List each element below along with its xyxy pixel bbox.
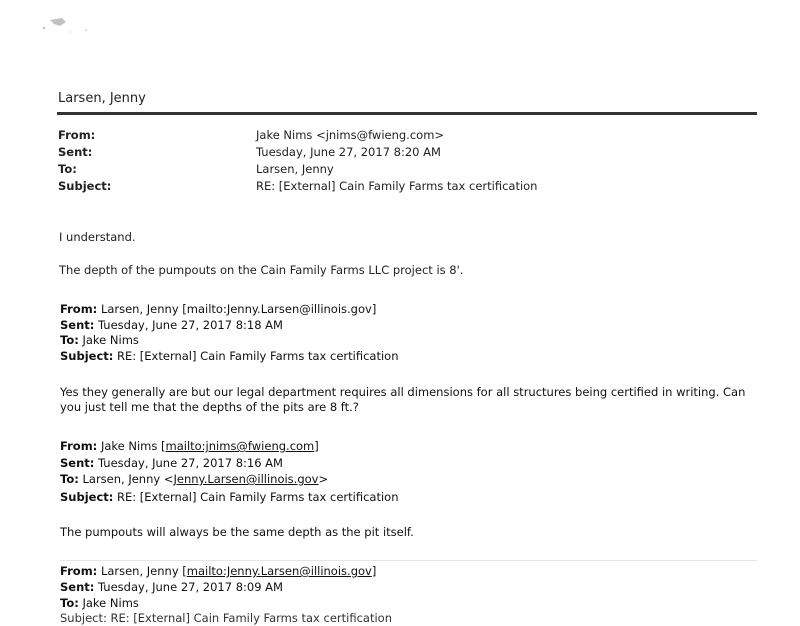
header-from-label: From: <box>58 128 96 142</box>
header-from-value: Jake Nims <jnims@fwieng.com> <box>256 128 445 142</box>
quote2-from-row <box>60 439 319 454</box>
quote2-to-name: Larsen, Jenny < <box>82 472 174 486</box>
quote1-to-value: Jake Nims <box>82 333 139 347</box>
header-divider <box>57 112 757 115</box>
quote1-sent-label: Sent: <box>60 318 95 332</box>
quote2-sent-label: Sent: <box>60 456 95 470</box>
quote1-subject-label: Subject: <box>60 349 114 363</box>
quote2-sent-value: Tuesday, June 27, 2017 8:16 AM <box>98 456 283 470</box>
quote1-subject-row <box>60 349 399 364</box>
quote2-from-link[interactable]: mailto:jnims@fwieng.com <box>165 439 315 453</box>
quote2-sent-row <box>60 456 283 471</box>
quote3-from-name: Larsen, Jenny [ <box>100 564 187 578</box>
quote3-to-label: To: <box>60 596 79 610</box>
header-sent-value: Tuesday, June 27, 2017 8:20 AM <box>256 145 441 159</box>
quote2-from-label: From: <box>60 439 98 453</box>
quote3-from-row <box>60 564 376 579</box>
header-sent-label: Sent: <box>58 145 93 159</box>
quote1-from-value: Larsen, Jenny [mailto:Jenny.Larsen@illinois.gov] <box>100 302 377 316</box>
quote2-body-line-1: The pumpouts will always be the same depth as the pit itself. <box>60 525 414 539</box>
header-to-label: To: <box>58 162 77 176</box>
quote1-to-label: To: <box>60 333 79 347</box>
quote3-to-row <box>60 596 139 611</box>
header-subject-value: RE: [External] Cain Family Farms tax certification <box>256 179 538 193</box>
quote1-body-line-1: Yes they generally are but our legal department requires all dimensions for all structures being certified in writing. Can <box>60 385 746 399</box>
quote3-subject-row-cut-off: Subject: RE: [External] Cain Family Farms tax certification <box>60 611 392 625</box>
quote3-from-link[interactable]: mailto:Jenny.Larsen@illinois.gov <box>186 564 372 578</box>
header-subject-label: Subject: <box>58 179 112 193</box>
quote2-subject-value: RE: [External] Cain Family Farms tax certification <box>117 490 399 504</box>
quote3-from-label: From: <box>60 564 98 578</box>
quote3-sent-row <box>60 580 283 595</box>
quote3-sent-value: Tuesday, June 27, 2017 8:09 AM <box>98 580 283 594</box>
quote2-to-label: To: <box>60 472 79 486</box>
scan-speck-marks <box>40 14 100 54</box>
quote2-from-close: ] <box>314 439 319 453</box>
quote1-sent-row <box>60 318 283 333</box>
quote3-sent-label: Sent: <box>60 580 95 594</box>
quote2-to-close: > <box>318 472 329 486</box>
quote1-from-label: From: <box>60 302 98 316</box>
quote-divider <box>60 560 757 561</box>
quote1-to-row <box>60 333 139 348</box>
body-line-1: I understand. <box>59 230 136 244</box>
quote2-to-row <box>60 472 328 487</box>
quote3-to-value: Jake Nims <box>82 596 139 610</box>
quote3-from-close: ] <box>371 564 377 578</box>
sender-name-heading: Larsen, Jenny <box>58 91 146 106</box>
quote1-subject-value: RE: [External] Cain Family Farms tax certification <box>117 349 399 363</box>
header-to-value: Larsen, Jenny <box>256 162 334 176</box>
quote1-from-row <box>60 302 376 317</box>
quote2-to-link[interactable]: Jenny.Larsen@illinois.gov <box>173 472 319 486</box>
quote2-from-name: Jake Nims [ <box>100 439 166 453</box>
quote2-subject-label: Subject: <box>60 490 114 504</box>
quote1-sent-value: Tuesday, June 27, 2017 8:18 AM <box>98 318 283 332</box>
body-line-2: The depth of the pumpouts on the Cain Family Farms LLC project is 8'. <box>59 263 464 277</box>
quote2-subject-row <box>60 490 399 505</box>
quote1-body-line-2: you just tell me that the depths of the pits are 8 ft.? <box>60 400 359 414</box>
